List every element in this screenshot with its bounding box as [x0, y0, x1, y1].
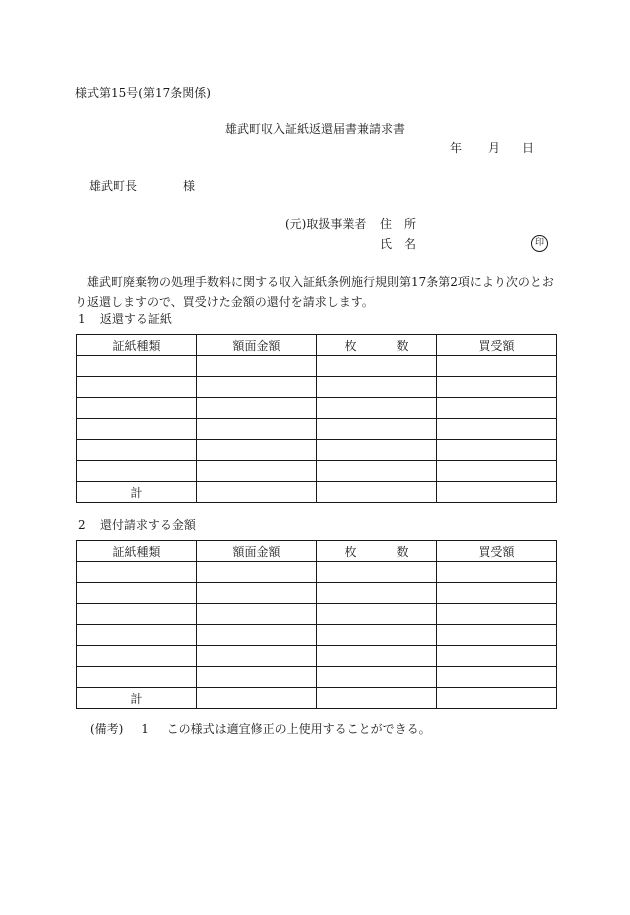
date-year-label: 年 — [450, 141, 463, 155]
table-cell[interactable] — [437, 398, 557, 419]
section-2-title: 還付請求する金額 — [99, 518, 196, 532]
table-cell[interactable] — [317, 440, 437, 461]
table-total-row — [77, 688, 557, 709]
table-cell[interactable] — [317, 461, 437, 482]
table-cell[interactable] — [77, 625, 197, 646]
form-number: 様式第15号(第17条関係) — [75, 86, 211, 100]
seal-mark: 印 — [531, 235, 548, 252]
table-cell[interactable] — [437, 688, 557, 709]
table-cell[interactable] — [77, 461, 197, 482]
table-cell[interactable] — [197, 482, 317, 503]
table-row — [77, 440, 557, 461]
table-cell[interactable] — [437, 461, 557, 482]
remarks-text: この様式は適宜修正の上使用することができる。 — [166, 722, 431, 736]
table-row — [77, 667, 557, 688]
applicant-role: (元)取扱事業者 — [285, 217, 367, 231]
table-cell[interactable] — [437, 482, 557, 503]
section-1-title: 返還する証紙 — [99, 312, 172, 326]
address-label: 住 所 — [380, 217, 417, 231]
header-face-value: 額面金額 — [197, 541, 317, 562]
table-cell[interactable] — [317, 562, 437, 583]
table-row — [77, 377, 557, 398]
remarks-label: (備考) — [90, 722, 124, 736]
table-cell[interactable] — [197, 562, 317, 583]
header-purchase-amount: 買受額 — [437, 541, 557, 562]
table-cell[interactable] — [197, 667, 317, 688]
table-cell[interactable] — [317, 604, 437, 625]
table-cell[interactable] — [77, 356, 197, 377]
table-cell[interactable] — [77, 562, 197, 583]
table-cell[interactable] — [317, 583, 437, 604]
table-cell[interactable] — [197, 688, 317, 709]
table-cell[interactable] — [197, 625, 317, 646]
table-header-row — [77, 335, 557, 356]
table-cell[interactable] — [317, 667, 437, 688]
section-1-number: 1 — [78, 312, 86, 326]
table-cell[interactable] — [317, 398, 437, 419]
header-count: 枚 数 — [317, 335, 437, 356]
table-cell[interactable] — [197, 377, 317, 398]
total-label: 計 — [77, 482, 197, 503]
table-row — [77, 625, 557, 646]
section-2-number: 2 — [78, 518, 86, 532]
document-title: 雄武町収入証紙返還届書兼請求書 — [224, 122, 405, 136]
table-cell[interactable] — [317, 482, 437, 503]
request-body-text: 雄武町廃棄物の処理手数料に関する収入証紙条例施行規則第17条第2項により次のとおり返還しますので、買受けた金額の還付を請求します。 — [75, 275, 554, 309]
table-row — [77, 646, 557, 667]
table-cell[interactable] — [77, 440, 197, 461]
header-count: 枚 数 — [317, 541, 437, 562]
table-row — [77, 562, 557, 583]
table-cell[interactable] — [437, 356, 557, 377]
table-cell[interactable] — [197, 398, 317, 419]
section-2-heading — [78, 518, 196, 532]
table-cell[interactable] — [437, 583, 557, 604]
remarks — [90, 722, 431, 736]
table-cell[interactable] — [437, 625, 557, 646]
header-stamp-type: 証紙種類 — [77, 335, 197, 356]
table-cell[interactable] — [437, 646, 557, 667]
table-cell[interactable] — [197, 356, 317, 377]
header-face-value: 額面金額 — [197, 335, 317, 356]
table-cell[interactable] — [317, 625, 437, 646]
table-row — [77, 461, 557, 482]
table-cell[interactable] — [317, 377, 437, 398]
returned-stamps-table — [76, 334, 557, 503]
table-cell[interactable] — [197, 583, 317, 604]
date-month-label: 月 — [488, 141, 501, 155]
table-cell[interactable] — [77, 583, 197, 604]
table-cell[interactable] — [197, 604, 317, 625]
table-cell[interactable] — [437, 440, 557, 461]
table-cell[interactable] — [317, 688, 437, 709]
table-cell[interactable] — [197, 646, 317, 667]
table-cell[interactable] — [317, 419, 437, 440]
table-row — [77, 419, 557, 440]
table-cell[interactable] — [437, 419, 557, 440]
table-row — [77, 356, 557, 377]
table-row — [77, 604, 557, 625]
remarks-number: 1 — [141, 722, 149, 736]
name-label: 氏 名 — [380, 237, 417, 251]
table-cell[interactable] — [77, 604, 197, 625]
header-stamp-type: 証紙種類 — [77, 541, 197, 562]
table-cell[interactable] — [197, 440, 317, 461]
date-day-label: 日 — [522, 141, 535, 155]
table-cell[interactable] — [317, 646, 437, 667]
table-total-row — [77, 482, 557, 503]
table-cell[interactable] — [77, 398, 197, 419]
addressee — [89, 179, 196, 193]
table-cell[interactable] — [77, 419, 197, 440]
total-label: 計 — [77, 688, 197, 709]
table-cell[interactable] — [197, 461, 317, 482]
table-row — [77, 398, 557, 419]
table-cell[interactable] — [77, 646, 197, 667]
section-1-heading — [78, 312, 172, 326]
table-cell[interactable] — [197, 419, 317, 440]
table-cell[interactable] — [437, 562, 557, 583]
addressee-name: 雄武町長 — [89, 179, 138, 193]
table-cell[interactable] — [317, 356, 437, 377]
table-cell[interactable] — [437, 604, 557, 625]
table-cell[interactable] — [77, 667, 197, 688]
table-cell[interactable] — [77, 377, 197, 398]
header-purchase-amount: 買受額 — [437, 335, 557, 356]
addressee-honorific: 様 — [183, 179, 196, 193]
table-header-row — [77, 541, 557, 562]
table-cell[interactable] — [437, 377, 557, 398]
table-cell[interactable] — [437, 667, 557, 688]
refund-request-table — [76, 540, 557, 709]
table-row — [77, 583, 557, 604]
